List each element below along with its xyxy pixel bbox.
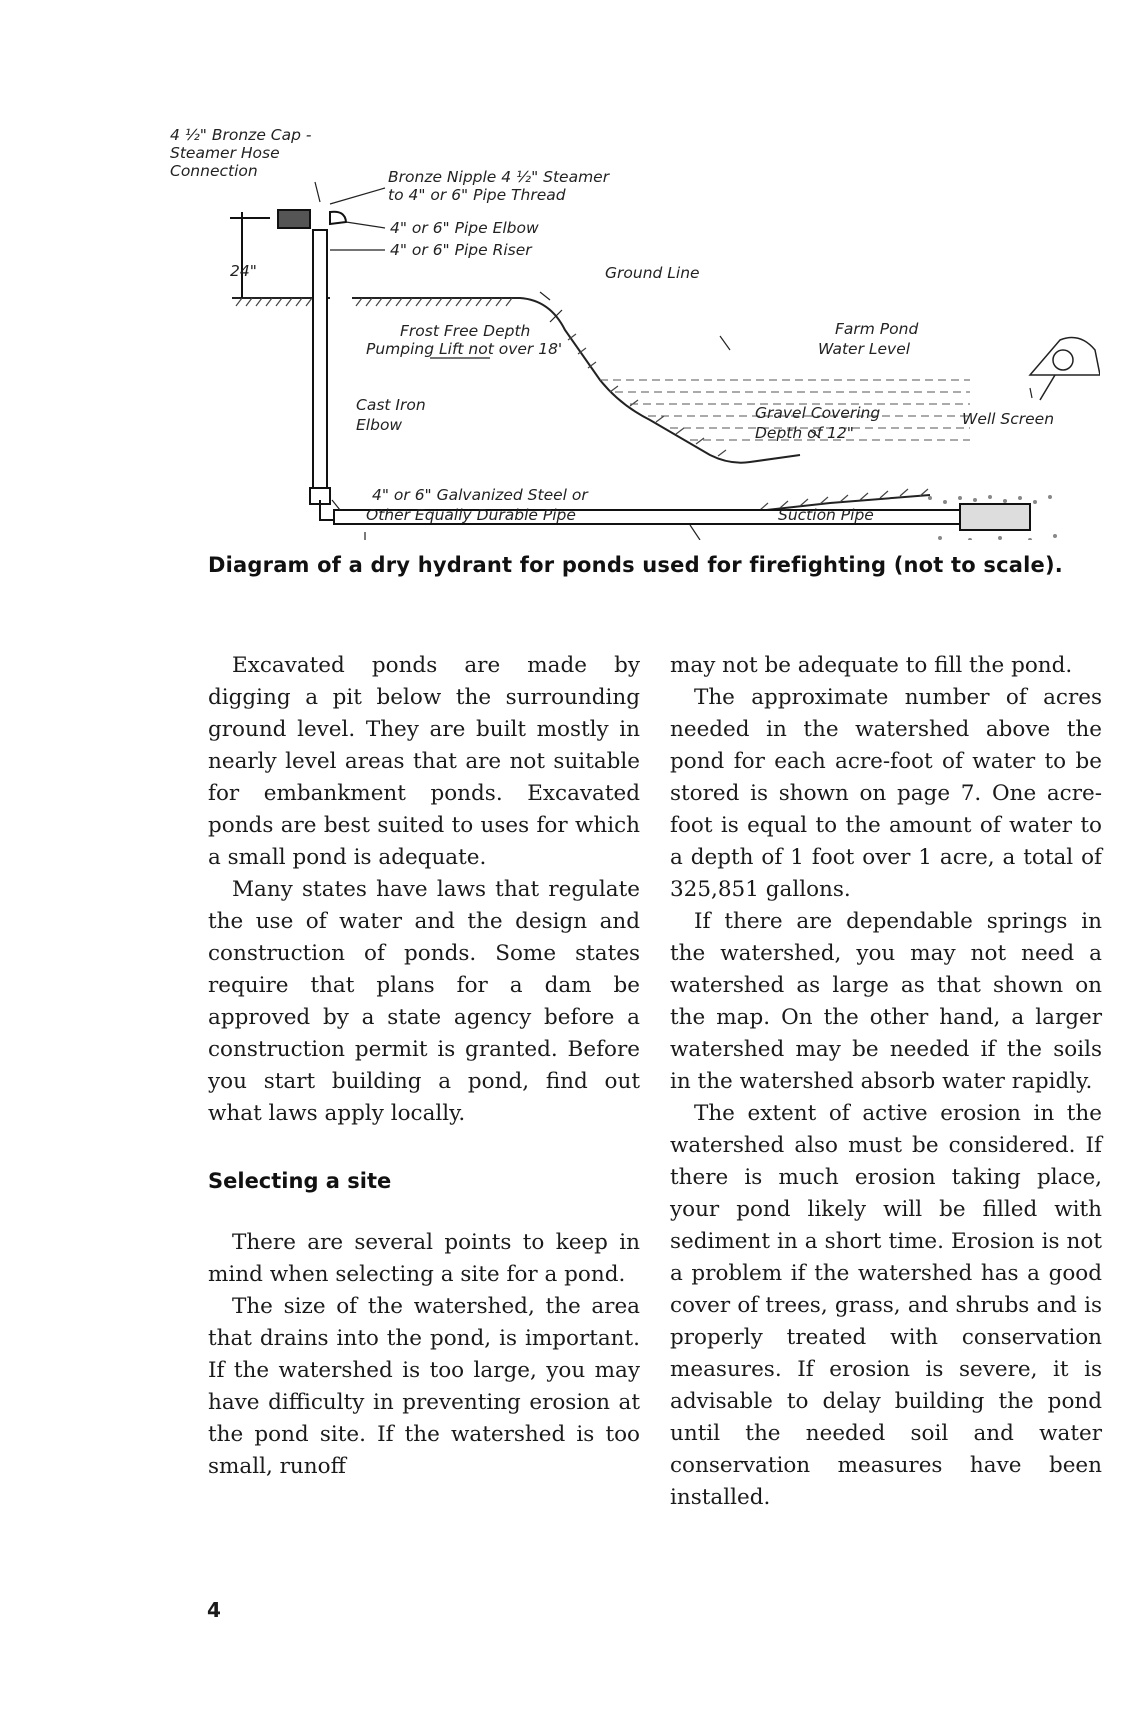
label-gravel-2: Depth of 12" bbox=[755, 424, 854, 442]
label-cast-iron-1: Cast Iron bbox=[356, 396, 426, 414]
label-height: 24" bbox=[230, 262, 257, 280]
paragraph: The approximate number of acres needed in the watershed above the pond for each acre-foot of water to be stored is shown on page 7. One acre-foot is equal to the amount of water to a depth of 1 foot over 1 acre, a total of 325,851 gallons. bbox=[670, 685, 1102, 902]
page-number: 4 bbox=[207, 1598, 221, 1622]
paragraph: There are several points to keep in mind when selecting a site for a pond. bbox=[208, 1230, 640, 1287]
label-well-screen: Well Screen bbox=[962, 410, 1055, 428]
paragraph: If there are dependable springs in the watershed, you may not need a watershed as large as that shown on the map. On the other hand, a larger watershed may be needed if the soils in the watershed absorb water rapidly. bbox=[670, 909, 1102, 1094]
paragraph: The size of the watershed, the area that drains into the pond, is important. If the watershed is too large, you may have difficulty in preventing erosion at the pond site. If the watershed is too small, runoff bbox=[208, 1294, 640, 1479]
label-nipple-2: to 4" or 6" Pipe Thread bbox=[388, 186, 566, 204]
dry-hydrant-diagram bbox=[170, 100, 1100, 540]
label-bronze-cap-2: Steamer Hose bbox=[170, 144, 280, 162]
diagram-svg bbox=[170, 100, 1100, 540]
label-galv-2: Other Equally Durable Pipe bbox=[366, 506, 576, 524]
label-ground-line: Ground Line bbox=[605, 264, 700, 282]
label-cast-iron-2: Elbow bbox=[356, 416, 403, 434]
label-bronze-cap-3: Connection bbox=[170, 162, 258, 180]
section-heading: Selecting a site bbox=[208, 1169, 392, 1193]
label-elbow: 4" or 6" Pipe Elbow bbox=[390, 219, 539, 237]
label-frost-1: Frost Free Depth bbox=[400, 322, 531, 340]
paragraph: Many states have laws that regulate the use of water and the design and construction of ponds. Some states require that plans for a dam be approved by a state agency before a construction permit is granted. Before you start building a pond, find out what laws apply locally. bbox=[208, 877, 640, 1126]
right-column bbox=[670, 650, 1102, 1514]
label-farm-pond-1: Farm Pond bbox=[835, 320, 919, 338]
label-suction: Suction Pipe bbox=[778, 506, 874, 524]
paragraph: may not be adequate to fill the pond. bbox=[670, 653, 1073, 678]
riser-pipe bbox=[310, 230, 340, 520]
label-galv-1: 4" or 6" Galvanized Steel or bbox=[372, 486, 588, 504]
figure-caption: Diagram of a dry hydrant for ponds used for firefighting (not to scale). bbox=[208, 553, 1063, 577]
label-farm-pond-2: Water Level bbox=[818, 340, 911, 358]
label-frost-2: Pumping Lift not over 18' bbox=[366, 340, 563, 358]
label-gravel-1: Gravel Covering bbox=[755, 404, 881, 422]
well-screen-inset bbox=[1030, 338, 1100, 400]
paragraph: The extent of active erosion in the watershed also must be considered. If there is much erosion taking place, your pond likely will be filled with sediment in a short time. Erosion is not a problem if the watershed has a good cover of trees, grass, and shrubs and is properly treated with conservation measures. If erosion is severe, it is advisable to delay building the pond until the needed soil and water conservation measures have been installed. bbox=[670, 1101, 1102, 1510]
label-bronze-cap-1: 4 ½" Bronze Cap - bbox=[170, 126, 312, 144]
paragraph: Excavated ponds are made by digging a pit below the surrounding ground level. They are built mostly in nearly level areas that are not suitable for embankment ponds. Excavated ponds are best suited to uses for which a small pond is adequate. bbox=[208, 653, 640, 870]
bronze-cap bbox=[230, 210, 346, 298]
label-nipple-1: Bronze Nipple 4 ½" Steamer bbox=[388, 168, 610, 186]
label-riser: 4" or 6" Pipe Riser bbox=[390, 241, 532, 259]
left-column bbox=[208, 650, 640, 1483]
